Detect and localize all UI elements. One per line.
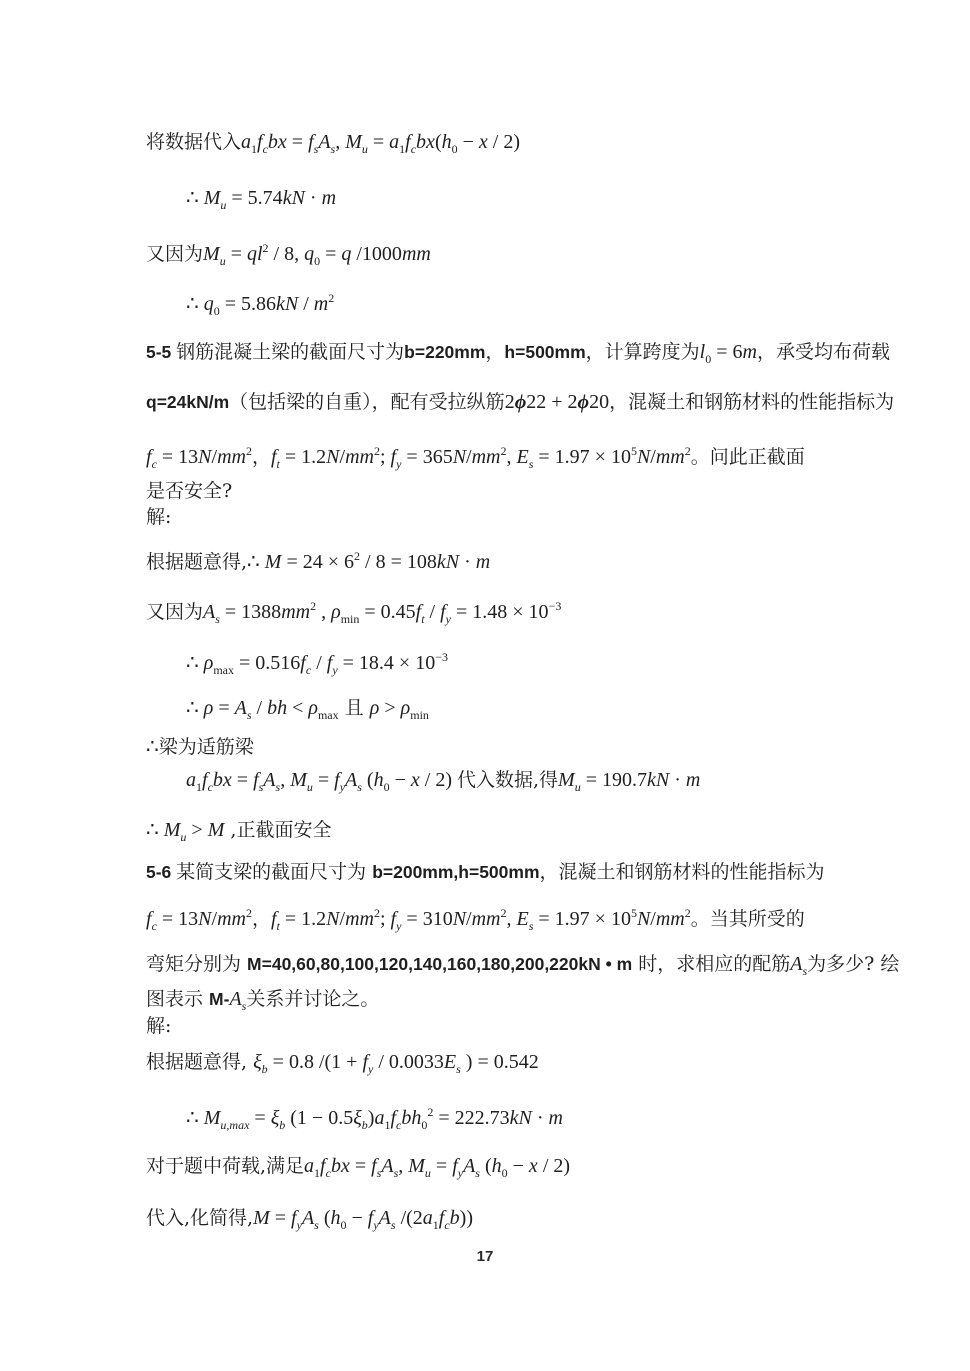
problem-5-6-heading: 5-6 某简支梁的截面尺寸为 b=200mm,h=500mm，混凝土和钢筋材料的性能指标为: [146, 861, 825, 883]
solution-5-4-substitution: 将数据代入$a_1f_cbx = f_sA_s$, $M_u = a_1f_cbx(h_0 - x / 2)$: [146, 131, 520, 156]
solution-5-5-beam-type: ∴梁为适筋梁: [146, 736, 254, 758]
solution-5-6-mumax: ∴ $M_{u,max} = \xi_b$ $(1 - 0.5\xi_b)a_1f_cbh_0^2 = 222.73kN \cdot m$: [186, 1105, 563, 1132]
solution-5-5-moment: 根据题意得,∴ $M = 24 \times 6^2 / 8 = 108kN \cdot m$: [146, 549, 491, 573]
problem-5-5-statement-2: q=24kN/m（包括梁的自重），配有受拉纵筋2ϕ22 + 2ϕ20，混凝土和钢筋材料的性能指标为: [146, 391, 895, 413]
problem-5-5-statement-4: 是否安全?: [146, 480, 233, 502]
problem-5-5-heading: 5-5 钢筋混凝土梁的截面尺寸为b=220mm，h=500mm，计算跨度为$l_0 = 6m$，承受均布荷载: [146, 341, 890, 366]
problem-5-6-statement-2: $f_c = 13N/mm^2$，$f_t = 1.2N/mm^2$; $f_y = 310N/mm^2$, $E_s = 1.97 \times 10^5N/mm^2$。当其所受的: [146, 906, 805, 933]
solution-5-5-conclusion: ∴ $M_u > M$ ,正截面安全: [146, 819, 332, 844]
solution-5-5-label: 解:: [146, 506, 172, 528]
problem-5-6-statement-4: 图表示 $M-A_s$关系并讨论之。: [146, 988, 380, 1013]
solution-5-4-q0-result: ∴ $q_0 = 5.86kN / m^2$: [186, 291, 335, 318]
solution-5-5-rho-check: ∴ $\rho = A_s$ / bh < $\rho_{max}$ 且 $\rho > \rho_{min}$: [186, 697, 429, 722]
solution-5-4-mu-result: ∴ $M_u = 5.74kN \cdot m$: [186, 187, 337, 212]
solution-5-6-equilibrium: 对于题中荷载,满足$a_1f_cbx = f_sA_s$, $M_u = f_yA_s$ $(h_0 - x / 2)$: [146, 1155, 571, 1180]
solution-5-6-xib: 根据题意得, $\xi_b = 0.8$ $/(1 + f_y / 0.0033E_s$ ) = 0.542: [146, 1051, 539, 1076]
problem-5-6-statement-3: 弯矩分别为 M=40,60,80,100,120,140,160,180,200,220kN • m 时，求相应的配筋$A_s$为多少? 绘: [146, 953, 900, 978]
page-number: 17: [476, 1248, 494, 1265]
problem-5-5-statement-3: $f_c = 13N/mm^2$，$f_t = 1.2N/mm^2$; $f_y = 365N/mm^2$, $E_s = 1.97 \times 10^5N/mm^2$。问此正截面: [146, 444, 805, 471]
solution-5-6-label: 解:: [146, 1015, 172, 1037]
solution-5-5-mu-calc: $a_1f_cbx = f_sA_s$, $M_u = f_yA_s$ $(h_0 - x / 2)$ 代入数据,得$M_u = 190.7kN \cdot m$: [186, 769, 701, 794]
solution-5-6-simplified: 代入,化简得$,M = f_yA_s$ ($h_0 - f_yA_s$ $/(2a_1f_cb)$): [146, 1207, 473, 1232]
solution-5-5-as-rhomin: 又因为$A_s = 1388mm^2$ , $\rho_{min} = 0.45f_t / f_y = 1.48 \times 10^{-3}$: [146, 599, 562, 626]
solution-5-5-rhomax: ∴ $\rho_{max} = 0.516f_c / f_y = 18.4 \times 10^{-3}$: [186, 650, 448, 677]
solution-5-4-because: 又因为$M_u = ql^2 / 8$, $q_0 = q$ /1000mm: [146, 241, 431, 268]
